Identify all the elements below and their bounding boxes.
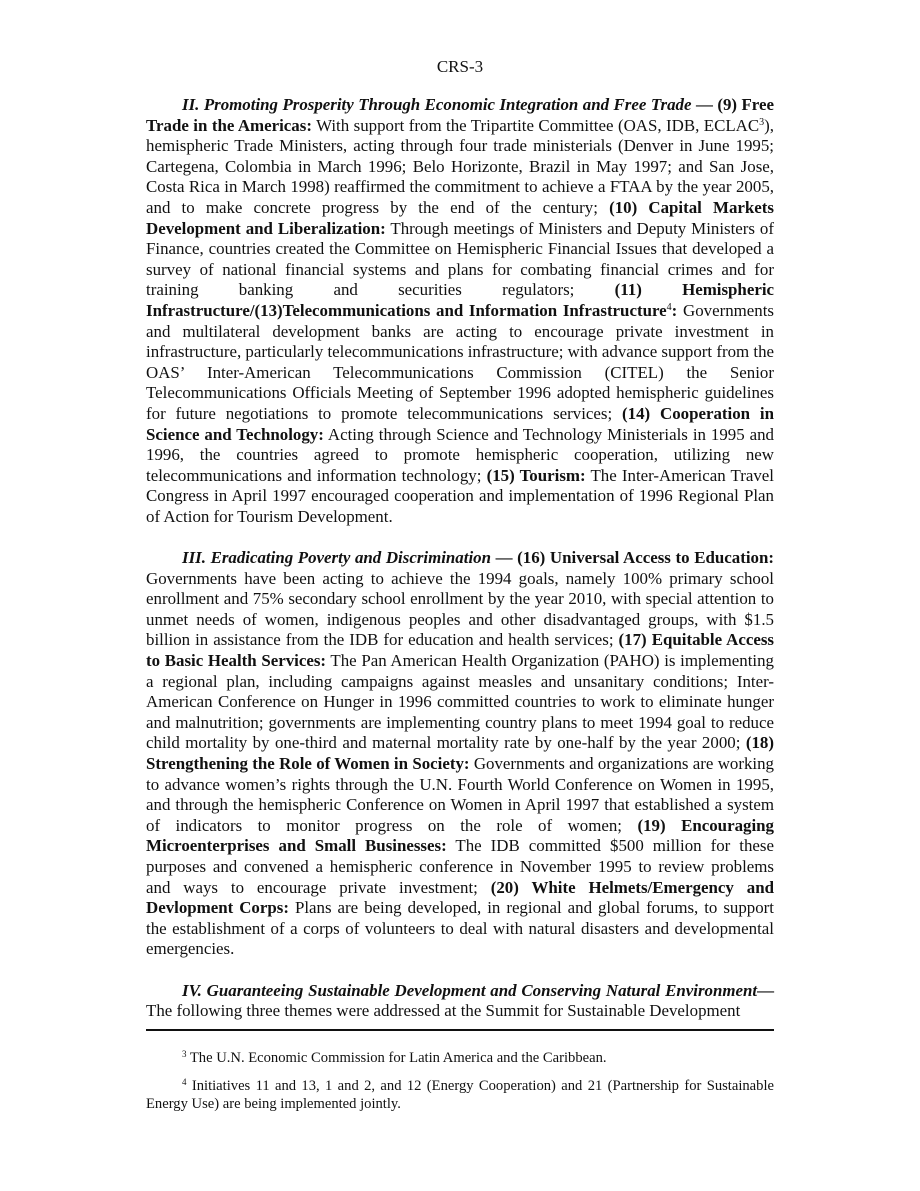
footnote-ref[interactable]: 4 xyxy=(666,301,672,313)
item-text: ), hemispheric Trade Ministers, acting through four trade ministerials (Denver in June 1995; Cartegena, Colombia in March 1996; Belo Horizonte, Brazil in May 1997; and San Jose, Costa Rica in March 1998) reaffirmed the commitment to achieve a FTAA by the year 2005, and to make concrete progress by the end of the century; xyxy=(146,115,775,217)
section-heading: II. Promoting Prosperity Through Economic Integration and Free Trade xyxy=(182,95,692,114)
section-dash: — xyxy=(691,95,718,114)
footnote-ref[interactable]: 3 xyxy=(759,116,765,128)
item-text: Plans are being developed, in regional and global forums, to support the establishment of a corps of volunteers to deal with natural disasters and developmental emergencies. xyxy=(146,898,774,959)
footnote-mark: 3 xyxy=(182,1049,187,1059)
item-text: Governments have been acting to achieve the 1994 goals, namely 100% primary school enrollment and 75% secondary school enrollment by the year 2010, with special attention to unmet needs of women, indigenous peoples and other disadvantaged groups, with $1.5 billion in assistance from the IDB for education and health services; xyxy=(146,568,774,650)
item-text: Governments and organizations are working to advance women’s rights through the U.N. Fourth World Conference on Women in 1995, and through the hemispheric Conference on Women in April 1997 that established a system of indicators to monitor progress on the role of women; xyxy=(146,754,775,835)
item-title: (18) Strengthening the Role of Women in Society: xyxy=(146,733,774,773)
footnote-mark: 4 xyxy=(182,1076,187,1087)
footnotes xyxy=(146,1049,774,1123)
section-heading: III. Eradicating Poverty and Discrimination xyxy=(182,548,491,568)
footnote-divider xyxy=(146,1029,774,1031)
section-dash: — xyxy=(757,980,774,1000)
item-title: (17) Equitable Access to Basic Health Services: xyxy=(146,630,775,671)
item-text: The Inter-American Travel Congress in April 1997 encouraged cooperation and implementation of 1996 Regional Plan of Action for Tourism Development. xyxy=(146,465,774,526)
item-title: (14) Cooperation in Science and Technology: xyxy=(146,403,774,444)
item-title: (16) Universal Access to Education: xyxy=(517,548,774,568)
item-title: (15) Tourism: xyxy=(486,465,586,485)
section-sustainable-development xyxy=(146,981,774,1022)
page-header: CRS-3 xyxy=(436,57,484,76)
item-title: (9) Free Trade in the Americas: xyxy=(146,95,774,135)
item-text: The IDB committed $500 million for these purposes and convened a hemispheric conference in November 1995 to review problems and ways to encourage private investment; xyxy=(146,836,774,897)
item-title-colon: : xyxy=(671,300,678,320)
section-eradicating-poverty xyxy=(146,548,774,960)
footnote-text: Initiatives 11 and 13, 1 and 2, and 12 (Energy Cooperation) and 21 (Partnership for Sustainable Energy Use) are being implemented jointly. xyxy=(146,1077,774,1112)
item-text: With support from the Tripartite Committee (OAS, IDB, ECLAC xyxy=(311,115,760,135)
section-dash: — xyxy=(490,548,518,568)
body-text xyxy=(146,95,774,1022)
footnote-text: The U.N. Economic Commission for Latin America and the Caribbean. xyxy=(186,1050,607,1066)
section-heading: IV. Guaranteeing Sustainable Development and Conserving Natural Environment xyxy=(182,980,758,1000)
footnote-4 xyxy=(146,1077,774,1114)
section-economic-integration xyxy=(146,95,774,527)
section-text: The following three themes were addressed at the Summit for Sustainable Development xyxy=(146,1001,741,1021)
item-text: The Pan American Health Organization (PAHO) is implementing a regional plan, including campaigns against measles and unsanitary conditions; Inter-American Conference on Hunger in 1996 committed countries to work to eliminate hunger and malnutrition; governments are implementing country plans to meet 1994 goal to reduce child mortality by one-third and maternal mortality rate by one-half by the year 2000; xyxy=(146,651,774,753)
item-text: Governments and multilateral development banks are acting to encourage private investment in infrastructure, particularly telecommunications infrastructure; with advance support from the OAS’ Inter-American Telecommunications Commission (CITEL) the Senior Telecommunications Officials Meeting of September 1996 adopted hemispheric guidelines for future negotiations to promote telecommunications services; xyxy=(146,300,775,423)
item-title: (19) Encouraging Microenterprises and Small Businesses: xyxy=(146,815,774,856)
item-title: (10) Capital Markets Development and Liberalization: xyxy=(146,197,774,238)
item-text: Acting through Science and Technology Ministerials in 1995 and 1996, the countries agreed to promote hemispheric cooperation, utilizing new telecommunications and information technology; xyxy=(146,424,775,485)
item-title: (11) Hemispheric Infrastructure/(13)Telecommunications and Information Infrastructure xyxy=(146,280,775,320)
footnote-3 xyxy=(146,1049,774,1068)
item-title: (20) White Helmets/Emergency and Devlopment Corps: xyxy=(146,877,774,918)
item-text: Through meetings of Ministers and Deputy Ministers of Finance, countries created the Committee on Hemispheric Financial Issues that developed a survey of national financial systems and plans for combating financial crimes and for training banking and securities regulators; xyxy=(146,218,774,300)
